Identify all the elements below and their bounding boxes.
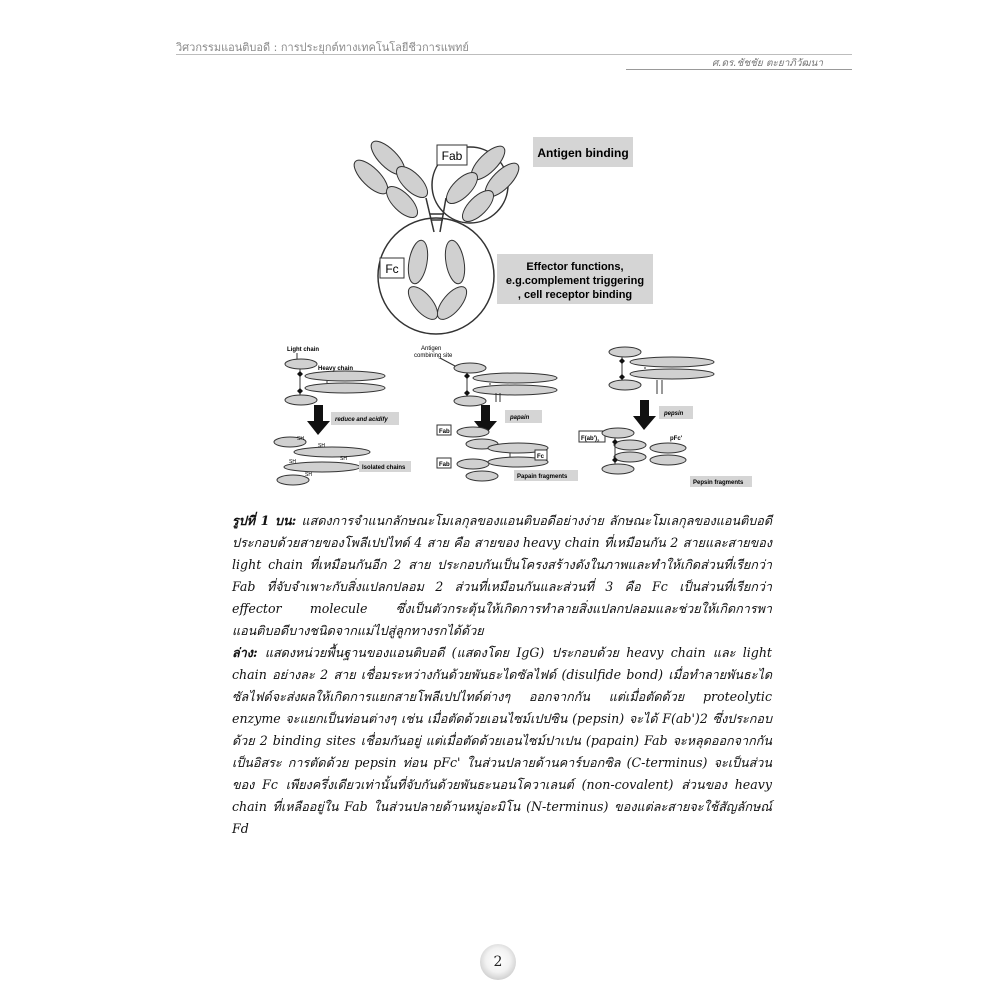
effector-line-1: Effector functions, xyxy=(526,261,624,273)
sh-label-2: SH xyxy=(318,443,325,449)
fab-frag-label-1: Fab xyxy=(439,429,450,435)
fc-domain-3 xyxy=(403,282,443,324)
sh-label-5: SH xyxy=(305,472,312,478)
fc-domain-2 xyxy=(442,239,467,285)
heavy-chain-label: Heavy chain xyxy=(318,366,354,372)
caption-bottom-text: แสดงหน่วยพื้นฐานของแอนติบอดี (แสดงโดย IgG) ประกอบด้วย heavy chain และ light chain อย่างละ 2 สาย เชื่อมระหว่างกันด้วยพันธะไดซัลไฟด์ (disulfide bond) เมื่อทำลายพันธะไดซัลไฟด์จะส่งผลให้เกิดการแยกสายโพลีเปปไทด์ต่างๆ ออกจากกัน แต่เมื่อตัดด้วย proteolytic enzyme จะแยกเป็นท่อนต่างๆ เช่น เมื่อตัดด้วยเอนไซม์เปปซิน (pepsin) จะได้ F(ab')2 ซึ่งประกอบด้วย 2 binding sites เชื่อมกันอยู่ แต่เมื่อตัดด้วยเอนไซม์ปาเปน (papain) Fab จะหลุดออกจากกันเป็นอิสระ การตัดด้วย pepsin ท่อน pFc' ในส่วนปลายด้านคาร์บอกซิล (C-terminus) จะเป็นส่วนของ Fc เพียงครึ่งเดียวเท่านั้นที่จับกันด้วยพันธะนอนโควาเลนต์ (non-covalent) ส่วนของ heavy chain ที่เหลืออยู่ใน Fab ในส่วนปลายด้านหมู่อะมิโน (N-terminus) ของแต่ละสายจะใช้สัญลักษณ์ Fd xyxy=(232,645,772,836)
running-header-title: วิศวกรรมแอนติบอดี : การประยุกต์ทางเทคโนโลยีชีวการแพทย์ xyxy=(176,41,469,54)
sh-label-1: SH xyxy=(297,436,304,442)
fc-frag-label: Fc xyxy=(537,454,545,460)
effector-line-3: , cell receptor binding xyxy=(517,289,633,301)
caption-top-label: รูปที่ 1 บน: xyxy=(232,513,297,528)
effector-line-2: e.g.complement triggering xyxy=(505,275,645,287)
antigen-site-label-1: Antigen xyxy=(421,346,442,352)
antibody-structure-figure xyxy=(0,0,1000,340)
fc-label: Fc xyxy=(385,262,399,276)
panel-pepsin xyxy=(579,347,752,487)
page-number: 2 xyxy=(480,944,516,980)
panel-papain xyxy=(414,346,578,481)
light-chain-label: Light chain xyxy=(287,347,319,353)
caption-bottom xyxy=(232,642,772,840)
pepsin-fragments-label: Pepsin fragments xyxy=(693,480,744,486)
fc-domain-4 xyxy=(432,282,472,324)
fab-frag-label-2: Fab xyxy=(439,462,450,468)
running-header-author: ศ.ดร.ชัชชัย ตะยาภิวัฒนา xyxy=(712,58,824,69)
papain-fragments-label: Papain fragments xyxy=(517,474,568,480)
figure-caption xyxy=(232,510,772,840)
isolated-chains-label: Isolated chains xyxy=(362,465,406,471)
pepsin-label: pepsin xyxy=(664,411,684,417)
fab2-label: $F(ab')_2$ xyxy=(581,436,600,443)
fab-label: Fab xyxy=(441,149,463,163)
caption-bottom-label: ล่าง: xyxy=(232,645,258,660)
pfc-label: pFc' xyxy=(670,436,683,442)
caption-top xyxy=(232,510,772,642)
sh-label-4: SH xyxy=(340,456,347,462)
antigen-binding-label: Antigen binding xyxy=(537,146,629,160)
panel-reduce xyxy=(274,347,411,485)
antibody-fragments-figure xyxy=(0,330,1000,500)
papain-label: papain xyxy=(510,415,530,421)
sh-label-3: SH xyxy=(289,459,296,465)
caption-top-text: แสดงการจำแนกลักษณะโมเลกุลของแอนติบอดีอย่างง่าย ลักษณะโมเลกุลของแอนติบอดีประกอบด้วยสายของโพลีเปปไทด์ 4 สาย คือ สายของ heavy chain ที่เหมือนกัน 2 สายและสายของ light chain ที่เหมือนกันอีก 2 สาย ประกอบกันเป็นโครงสร้างดังในภาพและทำให้เกิดส่วนที่เรียกว่า Fab ที่จับจำเพาะกับสิ่งแปลกปลอม 2 ส่วนที่เหมือนกันและส่วนที่ 3 คือ Fc เป็นส่วนที่เรียกว่า effector molecule ซึ่งเป็นตัวกระตุ้นให้เกิดการทำลายสิ่งแปลกปลอมและช่วยให้เกิดการพาแอนติบอดีบางชนิดจากแม่ไปสู่ลูกทางรกได้ด้วย xyxy=(232,513,772,638)
reduce-label: reduce and acidify xyxy=(335,417,388,423)
fc-domain-1 xyxy=(405,239,430,285)
antigen-site-label-2: combining site xyxy=(414,353,453,359)
